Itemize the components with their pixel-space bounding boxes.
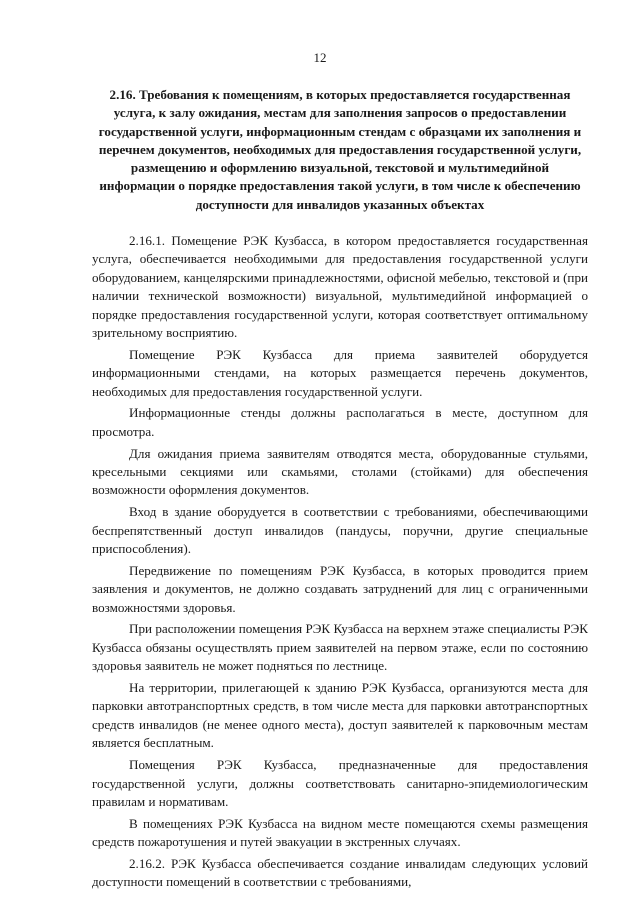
paragraph-sanitary: Помещения РЭК Кузбасса, предназначенные для предоставления государственной услуги, должны соответствовать санитарно-эпидемиологическим правилам и нормативам. [92, 757, 588, 809]
body-text [92, 232, 588, 892]
paragraph-evacuation: В помещениях РЭК Кузбасса на видном месте помещаются схемы размещения средств пожаротушения и путей эвакуации в экстренных случаях. [92, 815, 588, 850]
paragraph-waiting-places: Для ожидания приема заявителям отводятся места, оборудованные стульями, кресельными секциями или скамьями, столами (стойками) для обеспечения возможности оформления документов. [92, 445, 588, 498]
paragraph-2-16-1: 2.16.1. Помещение РЭК Кузбасса, в котором предоставляется государственная услуга, обеспечивается необходимыми для предоставления государственной услуги оборудованием, канцелярскими принадлежностями, офисной мебелью, текстовой и (при наличии технической возможности) визуальной, мультимедийной информацией о порядке предоставления государственной услуги, которая соответствует оптимальному зрительному восприятию. [92, 233, 588, 341]
page-number: 12 [313, 50, 327, 65]
paragraph-2-16-2: 2.16.2. РЭК Кузбасса обеспечивается создание инвалидам следующих условий доступности помещений в соответствии с требованиями, [92, 855, 588, 890]
paragraph-upper-floor: При расположении помещения РЭК Кузбасса на верхнем этаже специалисты РЭК Кузбасса обязаны осуществлять прием заявителей на первом этаже, если по состоянию здоровья заявитель не может подняться по лестнице. [92, 621, 588, 674]
paragraph-movement: Передвижение по помещениям РЭК Кузбасса, в которых проводится прием заявления и документов, не должно создавать затруднений для лиц с ограниченными возможностями здоровья. [92, 562, 588, 615]
section-heading: 2.16. Требования к помещениям, в которых предоставляется государственная услуга, к залу ожидания, местам для заполнения запросов о предоставлении государственной услуги, информационным стендам с образцами их заполнения и перечнем документов, необходимых для предоставления государственной услуги, размещению и оформлению визуальной, текстовой и мультимедийной информации о порядке предоставления такой услуги, в том числе к обеспечению доступности для инвалидов указанных объектах [98, 87, 582, 212]
paragraph-info-stands-location: Информационные стенды должны располагаться в месте, доступном для просмотра. [92, 405, 588, 439]
paragraph-building-entrance: Вход в здание оборудуется в соответствии с требованиями, обеспечивающими беспрепятственный доступ инвалидов (пандусы, поручни, другие специальные приспособления). [92, 504, 588, 557]
paragraph-parking: На территории, прилегающей к зданию РЭК Кузбасса, организуются места для парковки автотранспортных средств, в том числе места для парковки автотранспортных средств инвалидов (не менее одного места), доступ заявителей к парковочным местам является бесплатным. [92, 680, 588, 751]
paragraph-info-stands-equipment: Помещение РЭК Кузбасса для приема заявителей оборудуется информационными стендами, на которых размещается перечень документов, необходимых для предоставления государственной услуги. [92, 346, 588, 399]
